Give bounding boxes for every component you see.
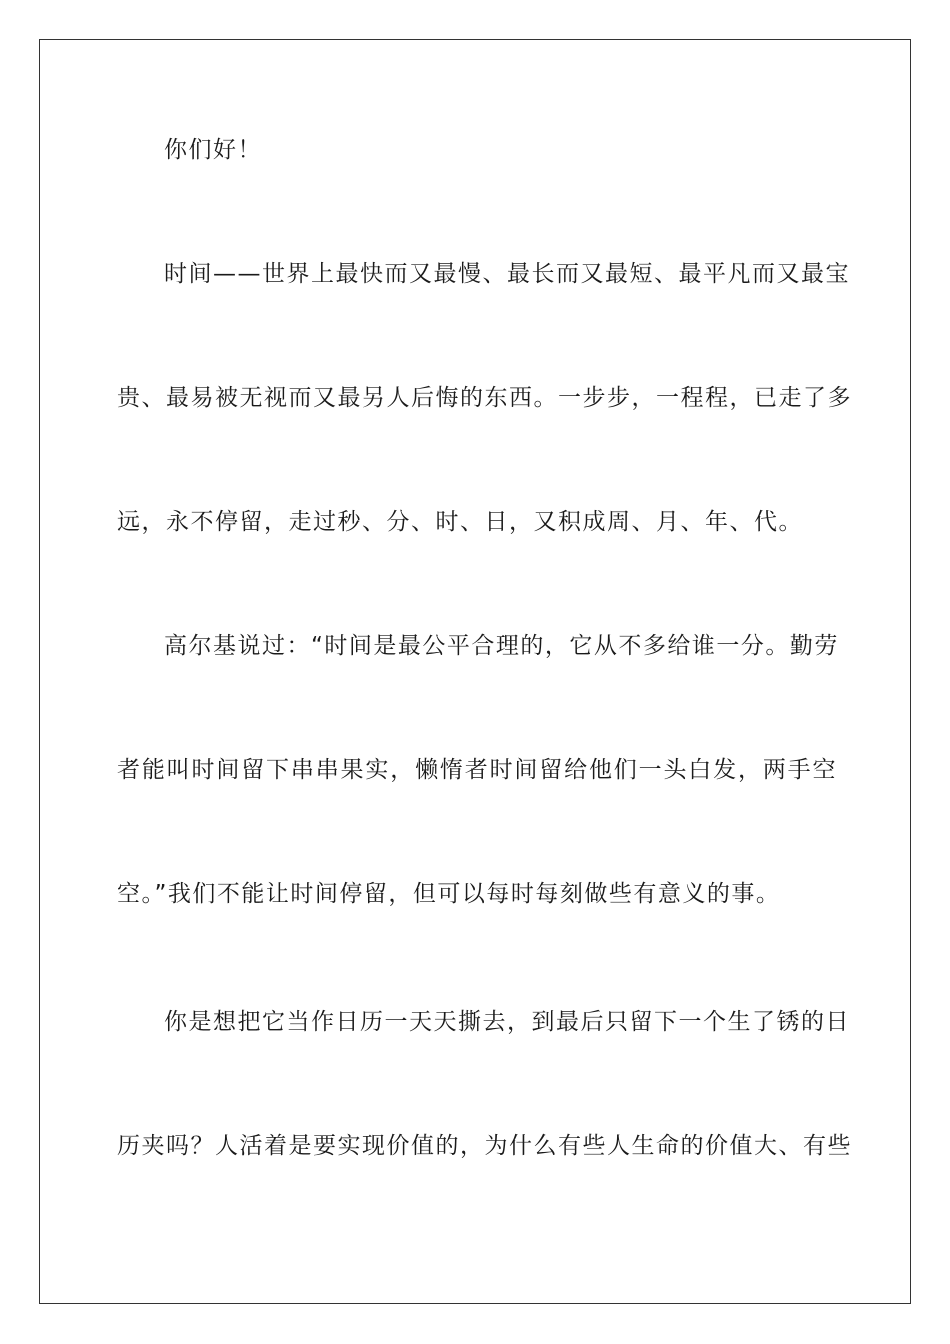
- paragraph-1-line-2: 贵、最易被无视而又最另人后悔的东西。一步步，一程程，已走了多: [117, 385, 852, 411]
- paragraph-2-line-2: 者能叫时间留下串串果实，懒惰者时间留给他们一头白发，两手空: [117, 757, 837, 783]
- paragraph-3-line-1: 你是想把它当作日历一天天撕去，到最后只留下一个生了锈的日: [164, 1009, 850, 1035]
- page-border: [39, 39, 911, 1304]
- paragraph-2-line-3: 空。”我们不能让时间停留，但可以每时每刻做些有意义的事。: [117, 881, 781, 907]
- paragraph-2-line-1: 高尔基说过：“时间是最公平合理的，它从不多给谁一分。勤劳: [164, 633, 839, 659]
- paragraph-1-line-3: 远，永不停留，走过秒、分、时、日，又积成周、月、年、代。: [117, 509, 803, 535]
- paragraph-3-line-2: 历夹吗？人活着是要实现价值的，为什么有些人生命的价值大、有些: [117, 1133, 852, 1159]
- paragraph-1-line-1: 时间——世界上最快而又最慢、最长而又最短、最平凡而又最宝: [164, 261, 850, 287]
- greeting-line: 你们好！: [164, 137, 262, 163]
